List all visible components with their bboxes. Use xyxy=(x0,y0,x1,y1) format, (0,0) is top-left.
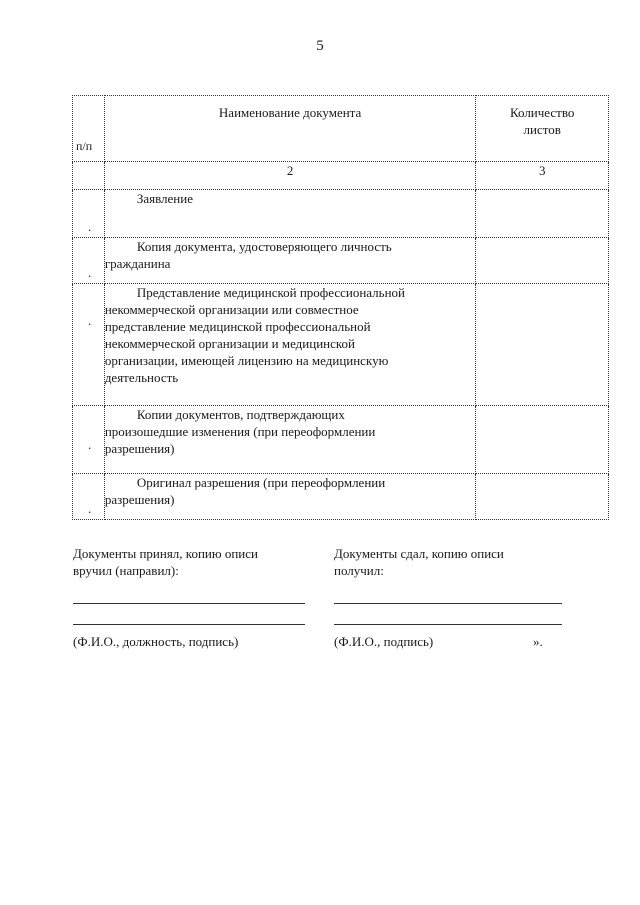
index-cell-1 xyxy=(73,162,105,190)
index-cell-2: 2 xyxy=(104,162,476,190)
table-row xyxy=(73,238,609,284)
table-row xyxy=(73,190,609,238)
row-num-marker: . xyxy=(88,313,92,328)
row-qty-cell xyxy=(476,238,609,284)
receiver-text-line-1: Документы принял, копию описи xyxy=(73,546,258,561)
row-num-cell xyxy=(73,474,105,520)
row-text-line: Копии документов, подтверждающих xyxy=(136,407,345,422)
row-text-line: представление медицинской профессиональной xyxy=(104,319,371,334)
header-name-label: Наименование документа xyxy=(218,105,362,120)
row-qty-cell xyxy=(476,406,609,474)
row-name-cell xyxy=(104,474,476,520)
row-name-cell xyxy=(104,406,476,474)
header-name-cell xyxy=(104,96,476,162)
receiver-signature-caption: (Ф.И.О., должность, подпись) xyxy=(73,634,239,649)
row-text-line: разрешения) xyxy=(104,492,175,507)
row-num-marker: . xyxy=(88,219,92,234)
row-text-line: Оригинал разрешения (при переоформлении xyxy=(136,475,386,490)
header-num-cell xyxy=(73,96,105,162)
column-index-row xyxy=(73,162,609,190)
row-text-line: организации, имеющей лицензию на медицинскую xyxy=(104,353,389,368)
row-name-cell xyxy=(104,284,476,406)
receiver-text-line-2: вручил (направил): xyxy=(73,563,179,578)
row-num-cell xyxy=(73,406,105,474)
row-num-cell xyxy=(73,190,105,238)
row-name-cell xyxy=(104,238,476,284)
header-num-label: п/п xyxy=(76,139,93,153)
row-qty-cell xyxy=(476,190,609,238)
header-qty-label-2: листов xyxy=(523,122,561,137)
index-cell-3: 3 xyxy=(476,162,609,190)
submitter-text-line-2: получил: xyxy=(334,563,384,578)
row-num-cell xyxy=(73,238,105,284)
row-qty-cell xyxy=(476,284,609,406)
row-num-cell xyxy=(73,284,105,406)
row-text-line: некоммерческой организации и медицинской xyxy=(104,336,356,351)
header-qty-label-1: Количество xyxy=(509,105,575,120)
row-text-line: Копия документа, удостоверяющего личность xyxy=(136,239,392,254)
row-name-cell xyxy=(104,190,476,238)
submitter-text-line-1: Документы сдал, копию описи xyxy=(334,546,504,561)
row-text-line: деятельность xyxy=(104,370,179,385)
table-row xyxy=(73,406,609,474)
receiver-signature-line xyxy=(73,624,305,625)
table-row xyxy=(73,284,609,406)
row-text-line: гражданина xyxy=(104,256,171,271)
row-qty-cell xyxy=(476,474,609,520)
submitter-signature-caption: (Ф.И.О., подпись) xyxy=(334,634,434,649)
receiver-signature-line xyxy=(73,603,305,604)
document-inventory-table xyxy=(72,95,609,520)
row-text-line: Заявление xyxy=(136,191,193,206)
submitter-signature-line xyxy=(334,624,562,625)
row-text-line: разрешения) xyxy=(104,441,175,456)
row-num-marker: . xyxy=(88,437,92,452)
row-text-line: некоммерческой организации или совместное xyxy=(104,302,359,317)
row-text-line: произошедшие изменения (при переоформлении xyxy=(104,424,376,439)
receiver-signature-block xyxy=(73,545,305,650)
closing-quote: ». xyxy=(533,634,543,649)
submitter-signature-line xyxy=(334,603,562,604)
table-row xyxy=(73,474,609,520)
table-header-row xyxy=(73,96,609,162)
row-num-marker: . xyxy=(88,501,92,516)
header-qty-cell xyxy=(476,96,609,162)
page-number: 5 xyxy=(316,38,324,54)
row-num-marker: . xyxy=(88,265,92,280)
submitter-signature-block xyxy=(334,545,562,650)
row-text-line: Представление медицинской профессиональной xyxy=(136,285,405,300)
